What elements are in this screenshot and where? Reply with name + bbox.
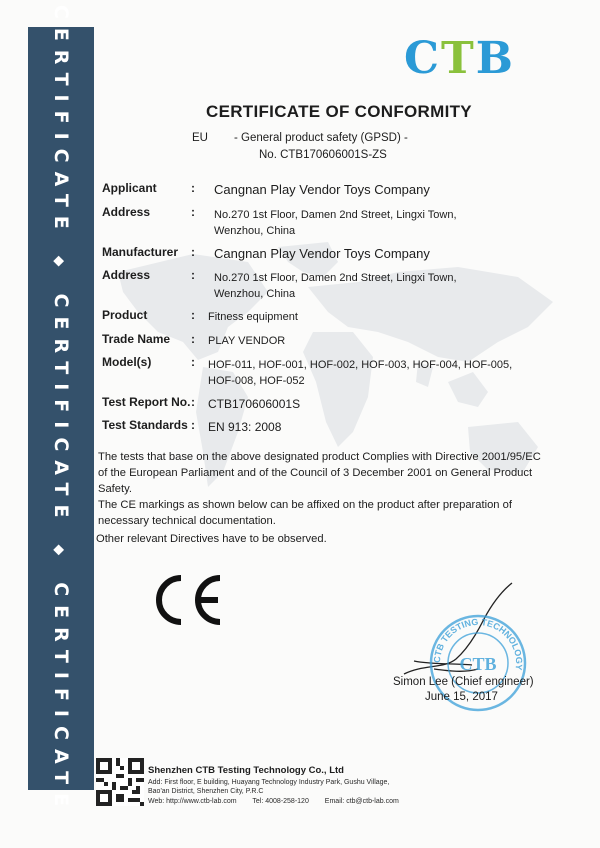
models-colon: : [191,355,195,369]
logo-letter-c: C [404,33,442,84]
product-colon: : [191,308,195,322]
band-text [50,5,72,815]
test-report-label: Test Report No. [102,395,191,409]
body-p1-line-3: Safety. [98,483,132,495]
certificate-title: CERTIFICATE OF CONFORMITY [206,102,472,121]
standard-name: - General product safety (GPSD) - [233,132,408,144]
body-p1-line-1: The tests that base on the above designated product Complies with Directive 2001/95/EC [98,451,541,463]
company-address-line-1: Add: First floor, E building, Huayang Technology Industry Park, Gushu Village, [148,779,390,786]
svg-text:CTB TESTING TECHNOLOGY: CTB TESTING TECHNOLOGY [431,616,525,671]
test-standards-colon: : [191,418,195,432]
sign-date: June 15, 2017 [425,691,498,703]
manufacturer-value: Cangnan Play Vendor Toys Company [214,246,430,261]
manufacturer-address-label: Address [102,268,151,282]
certificate-subtitle [192,132,408,144]
models-line-1: HOF-011, HOF-001, HOF-002, HOF-003, HOF-004, HOF-005, [208,359,513,371]
body-p2-line-2: necessary technical documentation. [98,515,276,527]
logo-letter-b: B [475,33,515,84]
band-word-1: CERTIFICATE [50,4,72,238]
product-value: Fitness equipment [208,311,298,323]
signer-name: Simon Lee (Chief engineer) [393,676,534,688]
body-p3: Other relevant Directives have to be observed. [96,533,327,545]
company-name: Shenzhen CTB Testing Technology Co., Ltd [148,765,344,776]
applicant-address-colon: : [191,205,195,219]
test-report-value: CTB170606001S [208,397,301,411]
body-p1-line-2: of the European Parliament and of the Council of 3 December 2001 on General Product [98,467,533,479]
band-diamond-2: ◆ [51,544,67,565]
region: EU [192,132,208,144]
test-standards-label: Test Standards [102,418,188,432]
company-address-line-2: Bao'an District, Shenzhen City, P.R.C [148,788,264,795]
test-report-colon: : [191,395,195,409]
manufacturer-colon: : [191,245,195,259]
svg-text:CTB: CTB [459,654,497,674]
applicant-value: Cangnan Play Vendor Toys Company [214,182,430,197]
models-label: Model(s) [102,355,152,369]
certificate-number: No. CTB170606001S-ZS [259,149,387,161]
applicant-label: Applicant [102,181,157,195]
applicant-address-line-1: No.270 1st Floor, Damen 2nd Street, Lingxi Town, [214,209,457,221]
body-p2-line-1: The CE markings as shown below can be affixed on the product after preparation of [98,499,512,511]
ctb-logo [404,33,515,84]
manufacturer-address-line-1: No.270 1st Floor, Damen 2nd Street, Lingxi Town, [214,272,457,284]
applicant-colon: : [191,181,195,195]
trade-name-label: Trade Name [102,332,171,346]
trade-name-value: PLAY VENDOR [208,335,286,347]
applicant-address-line-2: Wenzhou, China [214,225,296,237]
company-web: Web: http://www.ctb-lab.com [148,798,237,805]
manufacturer-address-colon: : [191,268,195,282]
band-word-2: CERTIFICATE [50,293,72,527]
band-diamond-1: ◆ [51,255,67,276]
company-contacts [148,798,413,805]
product-label: Product [102,308,148,322]
test-standards-value: EN 913: 2008 [208,420,282,434]
manufacturer-label: Manufacturer [102,245,179,259]
models-line-2: HOF-008, HOF-052 [208,375,305,387]
band-word-3: CERTIFICATE [50,582,72,816]
trade-name-colon: : [191,332,195,346]
company-tel: Tel: 4008-258-120 [252,798,309,805]
manufacturer-address-line-2: Wenzhou, China [214,288,296,300]
applicant-address-label: Address [102,205,151,219]
logo-letter-t: T [441,33,476,84]
company-email: Email: ctb@ctb-lab.com [324,798,399,805]
ce-mark [148,572,224,628]
qr-code [96,758,144,806]
